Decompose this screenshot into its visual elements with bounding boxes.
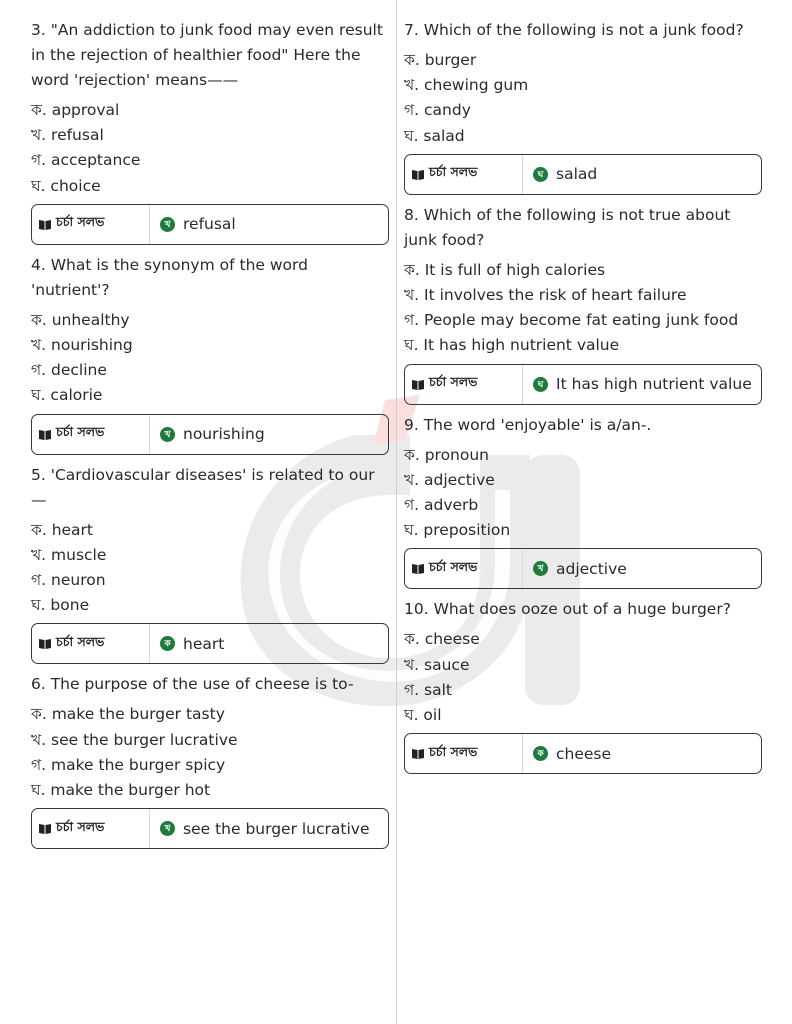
option-c: গ. adverb bbox=[404, 496, 479, 515]
book-icon bbox=[412, 563, 424, 574]
option-b: খ. chewing gum bbox=[404, 76, 529, 95]
option-c: গ. make the burger spicy bbox=[31, 755, 226, 774]
option-c: গ. salt bbox=[404, 680, 452, 699]
option-b: খ. It involves the risk of heart failure bbox=[404, 286, 687, 305]
solution-label-text: চর্চা সলভ bbox=[56, 818, 105, 834]
book-icon bbox=[39, 219, 51, 230]
option-d: ঘ. It has high nutrient value bbox=[404, 336, 620, 355]
solution-label-text: চর্চা সলভ bbox=[429, 164, 478, 180]
column-divider bbox=[396, 0, 397, 1024]
option-a: ক. approval bbox=[31, 101, 120, 119]
answer-letter-badge: ঘ bbox=[533, 167, 548, 182]
question-6 bbox=[31, 672, 389, 849]
solution-label bbox=[32, 415, 150, 454]
book-icon bbox=[412, 748, 424, 759]
option-c: গ. neuron bbox=[31, 571, 106, 590]
solution-label bbox=[32, 624, 150, 663]
solution-label-text: চর্চা সলভ bbox=[429, 374, 478, 390]
answer-letter-badge: ক bbox=[533, 746, 548, 761]
book-icon bbox=[39, 823, 51, 834]
question-4 bbox=[31, 253, 389, 455]
question-5 bbox=[31, 463, 389, 665]
option-c: গ. acceptance bbox=[31, 151, 141, 170]
option-d: ঘ. preposition bbox=[404, 521, 511, 540]
book-icon bbox=[39, 429, 51, 440]
solution-label-text: চর্চা সলভ bbox=[429, 558, 478, 574]
answer-value bbox=[150, 215, 236, 233]
option-d: ঘ. oil bbox=[404, 706, 442, 725]
left-column bbox=[31, 18, 389, 857]
answer-letter-badge: খ bbox=[160, 427, 175, 442]
question-10 bbox=[404, 597, 762, 774]
answer-value bbox=[523, 165, 597, 183]
question-text: 7. Which of the following is not a junk food? bbox=[404, 21, 744, 39]
question-text: 9. The word 'enjoyable' is a/an-. bbox=[404, 415, 652, 434]
option-c: গ. People may become fat eating junk food bbox=[404, 311, 739, 330]
option-d: ঘ. calorie bbox=[31, 386, 103, 405]
option-b: খ. adjective bbox=[404, 470, 495, 489]
answer-box bbox=[31, 414, 389, 455]
answer-value bbox=[150, 425, 265, 443]
answer-text: salad bbox=[556, 165, 598, 184]
answer-box bbox=[404, 154, 762, 195]
solution-label bbox=[405, 155, 523, 194]
book-icon bbox=[412, 169, 424, 180]
option-a: ক. pronoun bbox=[404, 445, 490, 464]
solution-label bbox=[32, 809, 150, 848]
option-a: ক. unhealthy bbox=[31, 310, 130, 329]
question-7 bbox=[404, 18, 762, 195]
solution-label-text: চর্চা সলভ bbox=[56, 633, 105, 649]
answer-letter-badge: ক bbox=[160, 636, 175, 651]
answer-value bbox=[523, 745, 611, 763]
answer-value bbox=[150, 635, 224, 653]
answer-value bbox=[523, 560, 627, 578]
option-c: গ. candy bbox=[404, 101, 471, 120]
answer-text: nourishing bbox=[183, 425, 265, 444]
solution-label bbox=[405, 549, 523, 588]
answer-box bbox=[31, 808, 389, 849]
question-3 bbox=[31, 18, 389, 245]
option-a: ক. make the burger tasty bbox=[31, 705, 225, 724]
answer-box bbox=[31, 204, 389, 245]
book-icon bbox=[412, 379, 424, 390]
solution-label-text: চর্চা সলভ bbox=[56, 424, 105, 440]
option-b: খ. refusal bbox=[31, 126, 104, 145]
answer-text: It has high nutrient value bbox=[556, 375, 752, 394]
option-d: ঘ. make the burger hot bbox=[31, 781, 211, 800]
answer-box bbox=[404, 548, 762, 589]
question-text: 4. What is the synonym of the word 'nutrient'? bbox=[31, 255, 308, 299]
option-a: ক. heart bbox=[31, 520, 94, 539]
right-column bbox=[404, 18, 762, 782]
answer-letter-badge: খ bbox=[533, 561, 548, 576]
solution-label-text: চর্চা সলভ bbox=[429, 743, 478, 759]
answer-letter-badge: ঘ bbox=[533, 377, 548, 392]
solution-label bbox=[405, 365, 523, 404]
option-a: ক. cheese bbox=[404, 630, 480, 649]
answer-text: cheese bbox=[556, 744, 612, 763]
option-d: ঘ. choice bbox=[31, 176, 101, 195]
question-8 bbox=[404, 203, 762, 405]
option-d: ঘ. bone bbox=[31, 596, 90, 615]
answer-text: heart bbox=[183, 634, 225, 653]
option-b: খ. nourishing bbox=[31, 336, 133, 355]
book-icon bbox=[39, 638, 51, 649]
answer-box bbox=[404, 733, 762, 774]
solution-label bbox=[32, 205, 150, 244]
answer-box bbox=[404, 364, 762, 405]
question-text: 5. 'Cardiovascular diseases' is related to our — bbox=[31, 465, 375, 509]
question-text: 10. What does ooze out of a huge burger? bbox=[404, 600, 731, 619]
solution-label bbox=[405, 734, 523, 773]
option-b: খ. sauce bbox=[404, 655, 470, 674]
option-a: ক. It is full of high calories bbox=[404, 260, 606, 279]
answer-value bbox=[523, 375, 752, 393]
option-a: ক. burger bbox=[404, 51, 477, 69]
solution-label-text: চর্চা সলভ bbox=[56, 214, 105, 230]
question-text: 3. "An addiction to junk food may even result in the rejection of healthier food" Here the word 'rejection' means—— bbox=[31, 21, 383, 89]
option-d: ঘ. salad bbox=[404, 126, 465, 145]
question-9 bbox=[404, 413, 762, 590]
option-b: খ. muscle bbox=[31, 545, 107, 564]
answer-letter-badge: খ bbox=[160, 217, 175, 232]
answer-box bbox=[31, 623, 389, 664]
answer-text: refusal bbox=[183, 215, 236, 234]
answer-text: adjective bbox=[556, 559, 627, 578]
option-c: গ. decline bbox=[31, 361, 107, 380]
option-b: খ. see the burger lucrative bbox=[31, 730, 238, 749]
answer-text: see the burger lucrative bbox=[183, 819, 370, 838]
answer-value bbox=[150, 820, 370, 838]
question-text: 8. Which of the following is not true about junk food? bbox=[404, 205, 731, 249]
question-text: 6. The purpose of the use of cheese is to- bbox=[31, 675, 354, 694]
answer-letter-badge: খ bbox=[160, 821, 175, 836]
